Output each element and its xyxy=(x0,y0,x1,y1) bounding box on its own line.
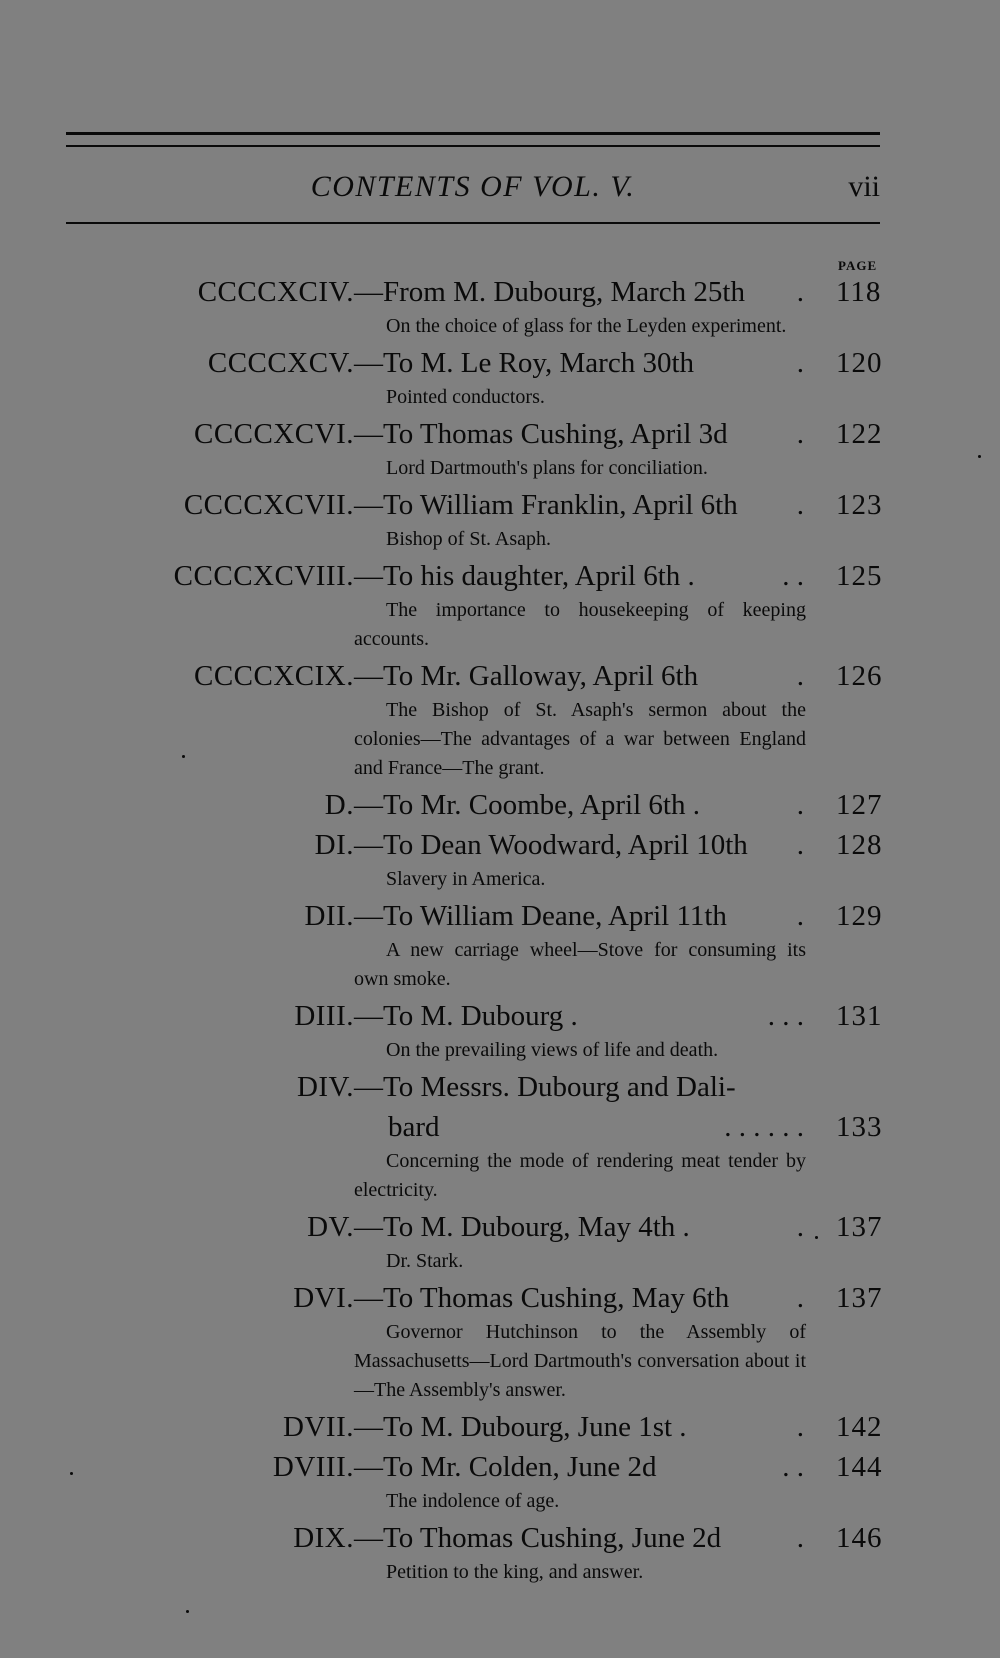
page-number: 118 xyxy=(836,276,882,308)
letter-numeral: DIII. xyxy=(294,1000,354,1032)
page-number: 137 xyxy=(836,1211,883,1243)
letter-title: —To Thomas Cushing, April 3d xyxy=(354,418,728,450)
letter-numeral: CCCCXCV. xyxy=(207,347,354,379)
toc-entry-heading xyxy=(0,556,1000,596)
letter-numeral: CCCCXCIV. xyxy=(197,276,354,308)
dot-leader: . . . . . . xyxy=(724,1111,804,1143)
dot-leader: . xyxy=(796,660,804,692)
toc-entry xyxy=(0,485,1000,556)
letter-title: —To his daughter, April 6th . xyxy=(354,560,695,592)
toc-entry xyxy=(0,896,1000,996)
toc-entry xyxy=(0,1278,1000,1407)
running-head xyxy=(66,170,880,210)
letter-summary: Concerning the mode of rendering meat tender by electricity. xyxy=(354,1150,806,1201)
letter-title: —From M. Dubourg, March 25th xyxy=(354,276,745,308)
dot-leader: . xyxy=(796,347,804,379)
dot-leader: . . xyxy=(782,560,804,592)
letter-summary: Bishop of St. Asaph. xyxy=(386,528,552,550)
toc-entry-heading xyxy=(0,1447,1000,1487)
toc-entry xyxy=(0,414,1000,485)
letter-numeral: DII. xyxy=(304,900,354,932)
toc-entry-heading xyxy=(0,1407,1000,1447)
running-title: CONTENTS OF VOL. V. xyxy=(310,170,636,203)
page-number: 142 xyxy=(836,1411,883,1443)
top-rule-thick xyxy=(66,132,880,135)
toc-entry xyxy=(0,996,1000,1067)
letter-numeral: DVIII. xyxy=(272,1451,354,1483)
letter-numeral: DV. xyxy=(307,1211,354,1243)
letter-title: —To Mr. Galloway, April 6th xyxy=(354,660,699,692)
toc-entry-heading xyxy=(0,1067,1000,1107)
toc-entry-heading xyxy=(0,896,1000,936)
letter-numeral: CCCCXCVIII. xyxy=(173,560,354,592)
letter-numeral: D. xyxy=(324,789,354,821)
page-number: 125 xyxy=(836,560,883,592)
dot-leader: . xyxy=(796,1522,804,1554)
letter-title: —To Mr. Colden, June 2d xyxy=(354,1451,657,1483)
toc-entry-heading xyxy=(0,825,1000,865)
letter-numeral: CCCCXCVII. xyxy=(183,489,354,521)
letter-title: —To M. Dubourg . xyxy=(354,1000,578,1032)
letter-title: —To William Deane, April 11th xyxy=(354,900,727,932)
scan-speck xyxy=(815,1236,818,1239)
letter-numeral: CCCCXCVI. xyxy=(193,418,354,450)
dot-leader: . xyxy=(796,276,804,308)
letter-summary: Petition to the king, and answer. xyxy=(386,1561,644,1583)
letter-title: —To M. Dubourg, May 4th . xyxy=(354,1211,690,1243)
page-number: 123 xyxy=(836,489,883,521)
toc-entry-heading xyxy=(0,414,1000,454)
scan-speck xyxy=(70,1472,73,1475)
dot-leader: . xyxy=(796,900,804,932)
toc-entry xyxy=(0,1447,1000,1518)
toc-entry-heading xyxy=(0,1518,1000,1558)
header-rule xyxy=(66,222,880,224)
dot-leader: . xyxy=(796,1211,804,1243)
page-number: 131 xyxy=(836,1000,883,1032)
toc-entry xyxy=(0,1207,1000,1278)
toc-entry-continuation xyxy=(0,1107,1000,1147)
scan-speck xyxy=(186,1610,189,1613)
dot-leader: . xyxy=(796,789,804,821)
letter-summary: On the choice of glass for the Leyden experiment. xyxy=(386,315,787,337)
toc-entry xyxy=(0,343,1000,414)
page-number: 128 xyxy=(836,829,883,861)
letter-title: —To Thomas Cushing, June 2d xyxy=(354,1522,722,1554)
toc-entry xyxy=(0,825,1000,896)
toc-entry xyxy=(0,1067,1000,1207)
toc-entry-heading xyxy=(0,343,1000,383)
letter-title: —To Dean Woodward, April 10th xyxy=(354,829,748,861)
page-number: 127 xyxy=(836,789,883,821)
toc-entry xyxy=(0,1407,1000,1447)
letter-summary: Lord Dartmouth's plans for conciliation. xyxy=(386,457,708,479)
dot-leader: . . . xyxy=(767,1000,804,1032)
letter-title: —To M. Le Roy, March 30th xyxy=(354,347,695,379)
toc-entry xyxy=(0,1518,1000,1589)
letter-numeral: DIV. xyxy=(296,1071,354,1103)
toc-entry-heading xyxy=(0,272,1000,312)
toc-entry xyxy=(0,656,1000,785)
page-number: 146 xyxy=(836,1522,883,1554)
letter-summary: On the prevailing views of life and death. xyxy=(386,1039,719,1061)
toc-entry-heading xyxy=(0,785,1000,825)
letter-summary: The Bishop of St. Asaph's sermon about the colonies—The advantages of a war between England and France—The grant. xyxy=(354,699,806,779)
page-number: 144 xyxy=(836,1451,883,1483)
toc-entry-heading xyxy=(0,656,1000,696)
scan-speck xyxy=(978,455,981,458)
letter-numeral: DVI. xyxy=(293,1282,354,1314)
page-number: 137 xyxy=(836,1282,883,1314)
letter-title: —To Thomas Cushing, May 6th xyxy=(354,1282,730,1314)
running-page-number: vii xyxy=(848,170,880,203)
letter-summary: Pointed conductors. xyxy=(386,386,545,408)
page-number: 120 xyxy=(836,347,883,379)
letter-summary: Dr. Stark. xyxy=(386,1250,464,1272)
page-number: 129 xyxy=(836,900,883,932)
dot-leader: . xyxy=(796,1411,804,1443)
letter-numeral: DI. xyxy=(314,829,354,861)
letter-numeral: CCCCXCIX. xyxy=(193,660,354,692)
toc-entry-heading xyxy=(0,1278,1000,1318)
toc-entry xyxy=(0,272,1000,343)
page-number: 122 xyxy=(836,418,883,450)
page-number: 126 xyxy=(836,660,883,692)
top-rule-thin xyxy=(66,145,880,147)
letter-summary: Slavery in America. xyxy=(386,868,546,890)
toc-entry-heading xyxy=(0,1207,1000,1247)
letter-title: —To Messrs. Dubourg and Dali- xyxy=(354,1071,736,1103)
page-column-label: PAGE xyxy=(838,258,878,273)
toc-entry-heading xyxy=(0,996,1000,1036)
letter-numeral: DIX. xyxy=(293,1522,354,1554)
letter-summary: The indolence of age. xyxy=(386,1490,560,1512)
toc-entry xyxy=(0,556,1000,656)
dot-leader: . xyxy=(796,489,804,521)
scan-speck xyxy=(182,755,185,758)
toc-entry xyxy=(0,785,1000,825)
letter-summary: Governor Hutchinson to the Assembly of Massachusetts—Lord Dartmouth's conversation about it—The Assembly's answer. xyxy=(354,1321,806,1401)
dot-leader: . xyxy=(796,829,804,861)
toc-entry-heading xyxy=(0,485,1000,525)
letter-summary: A new carriage wheel—Stove for consuming its own smoke. xyxy=(354,939,806,990)
page-number: 133 xyxy=(836,1111,883,1143)
dot-leader: . xyxy=(796,418,804,450)
letter-title: —To M. Dubourg, June 1st . xyxy=(354,1411,687,1443)
letter-numeral: DVII. xyxy=(283,1411,354,1443)
dot-leader: . . xyxy=(782,1451,804,1483)
letter-title: —To William Franklin, April 6th xyxy=(354,489,738,521)
dot-leader: . xyxy=(796,1282,804,1314)
letter-title: —To Mr. Coombe, April 6th . xyxy=(354,789,700,821)
letter-title-continuation: bard xyxy=(388,1111,440,1143)
letter-summary: The importance to housekeeping of keeping accounts. xyxy=(354,599,806,650)
table-of-contents xyxy=(0,272,1000,1589)
